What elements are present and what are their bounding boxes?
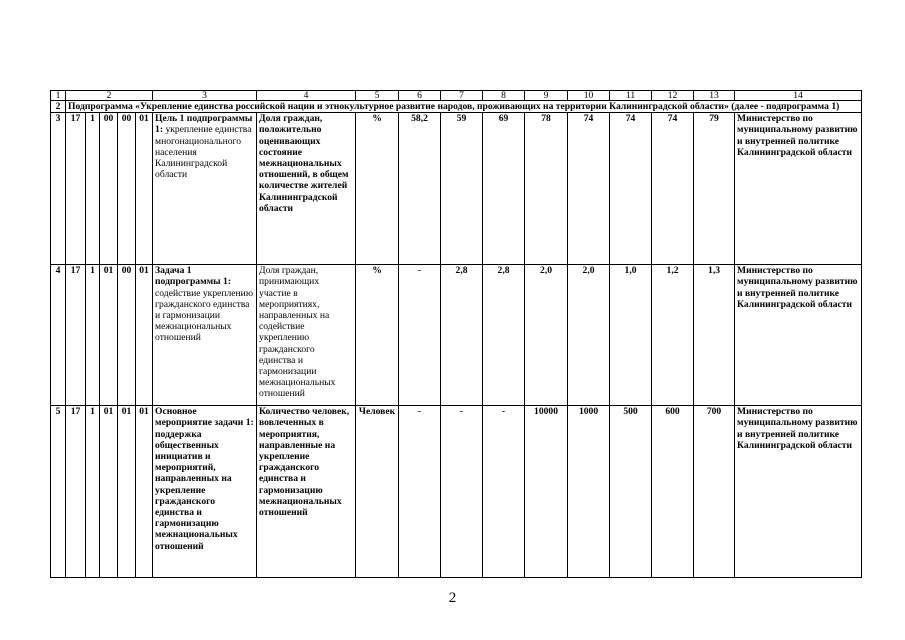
name-body: поддержка общественных инициатив и мероприятий, направленных на укрепление гражданского единства и гармонизацию межнациональных отношений bbox=[155, 428, 238, 552]
code-cell: 01 bbox=[118, 406, 136, 578]
code-cell: 00 bbox=[100, 113, 118, 265]
value-cell: 2,8 bbox=[483, 265, 525, 406]
header-cell: 3 bbox=[153, 91, 257, 101]
row-number: 5 bbox=[51, 406, 66, 578]
value-cell: 58,2 bbox=[399, 113, 441, 265]
value-cell: 700 bbox=[694, 406, 735, 578]
value-cell: 2,0 bbox=[525, 265, 568, 406]
value-cell: - bbox=[399, 265, 441, 406]
header-cell: 8 bbox=[483, 91, 525, 101]
code-cell: 00 bbox=[118, 113, 136, 265]
name-cell bbox=[153, 406, 257, 578]
value-cell: 2,0 bbox=[568, 265, 610, 406]
value-cell: 10000 bbox=[525, 406, 568, 578]
value-cell: 600 bbox=[652, 406, 694, 578]
code-cell: 17 bbox=[66, 406, 86, 578]
code-cell: 01 bbox=[100, 406, 118, 578]
indicator-cell: Доля граждан, принимающих участие в мероприятиях, направленных на содействие укреплению гражданского единства и гармонизации межнациональных отношений bbox=[257, 265, 356, 406]
code-cell: 1 bbox=[86, 406, 100, 578]
code-cell: 17 bbox=[66, 265, 86, 406]
code-cell: 01 bbox=[136, 406, 153, 578]
name-body: содействие укреплению гражданского единства и гармонизации межнациональных отношений bbox=[155, 287, 253, 344]
code-cell: 17 bbox=[66, 113, 86, 265]
value-cell: - bbox=[399, 406, 441, 578]
value-cell: 1,0 bbox=[610, 265, 652, 406]
value-cell: 79 bbox=[694, 113, 735, 265]
value-cell: 500 bbox=[610, 406, 652, 578]
table-row bbox=[51, 265, 862, 406]
header-cell: 2 bbox=[66, 91, 153, 101]
row-number: 2 bbox=[51, 101, 66, 113]
subprogram-title: Подпрограмма «Укрепление единства российской нации и этнокультурное развитие народов, проживающих на территории Калининградской области» (далее - подпрограмма 1) bbox=[66, 101, 862, 113]
indicator-cell: Доля граждан, положительно оценивающих состояние межнациональных отношений, в общем количестве жителей Калининградской области bbox=[257, 113, 356, 265]
row-number: 3 bbox=[51, 113, 66, 265]
value-cell: 78 bbox=[525, 113, 568, 265]
page-number: 2 bbox=[448, 590, 457, 606]
indicator-cell: Количество человек, вовлеченных в мероприятия, направленные на укрепление гражданского единства и гармонизацию межнациональных отношений bbox=[257, 406, 356, 578]
header-cell: 12 bbox=[652, 91, 694, 101]
value-cell: 2,8 bbox=[441, 265, 483, 406]
header-cell: 11 bbox=[610, 91, 652, 101]
value-cell: 74 bbox=[568, 113, 610, 265]
code-cell: 01 bbox=[136, 265, 153, 406]
name-title: Цель 1 подпрограммы 1: bbox=[155, 113, 253, 136]
code-cell: 01 bbox=[136, 113, 153, 265]
header-cell: 10 bbox=[568, 91, 610, 101]
header-cell: 4 bbox=[257, 91, 356, 101]
value-cell: 59 bbox=[441, 113, 483, 265]
value-cell: 69 bbox=[483, 113, 525, 265]
value-cell: 74 bbox=[610, 113, 652, 265]
value-cell: - bbox=[441, 406, 483, 578]
value-cell: 74 bbox=[652, 113, 694, 265]
header-cell: 5 bbox=[356, 91, 399, 101]
column-number-row bbox=[51, 91, 862, 101]
unit-cell: % bbox=[356, 113, 399, 265]
responsible-cell: Министерство по муниципальному развитию и внутренней политике Калининградской области bbox=[735, 265, 862, 406]
code-cell: 00 bbox=[118, 265, 136, 406]
table-row bbox=[51, 406, 862, 578]
value-cell: 1000 bbox=[568, 406, 610, 578]
responsible-cell: Министерство по муниципальному развитию и внутренней политике Калининградской области bbox=[735, 113, 862, 265]
code-cell: 1 bbox=[86, 265, 100, 406]
unit-cell: % bbox=[356, 265, 399, 406]
value-cell: 1,2 bbox=[652, 265, 694, 406]
value-cell: - bbox=[483, 406, 525, 578]
name-cell bbox=[153, 113, 257, 265]
header-cell: 1 bbox=[51, 91, 66, 101]
header-cell: 13 bbox=[694, 91, 735, 101]
value-cell: 1,3 bbox=[694, 265, 735, 406]
name-title: Задача 1 подпрограммы 1: bbox=[155, 265, 232, 288]
program-indicators-table bbox=[50, 90, 862, 578]
subprogram-row bbox=[51, 101, 862, 113]
header-cell: 9 bbox=[525, 91, 568, 101]
name-body: укрепление единства многонационального населения Калининградской области bbox=[155, 124, 252, 181]
name-title: Основное мероприятие задачи 1: bbox=[155, 406, 254, 429]
unit-cell: Человек bbox=[356, 406, 399, 578]
table-row bbox=[51, 113, 862, 265]
responsible-cell: Министерство по муниципальному развитию и внутренней политике Калининградской области bbox=[735, 406, 862, 578]
header-cell: 6 bbox=[399, 91, 441, 101]
header-cell: 14 bbox=[735, 91, 862, 101]
row-number: 4 bbox=[51, 265, 66, 406]
name-cell bbox=[153, 265, 257, 406]
code-cell: 1 bbox=[86, 113, 100, 265]
header-cell: 7 bbox=[441, 91, 483, 101]
code-cell: 01 bbox=[100, 265, 118, 406]
